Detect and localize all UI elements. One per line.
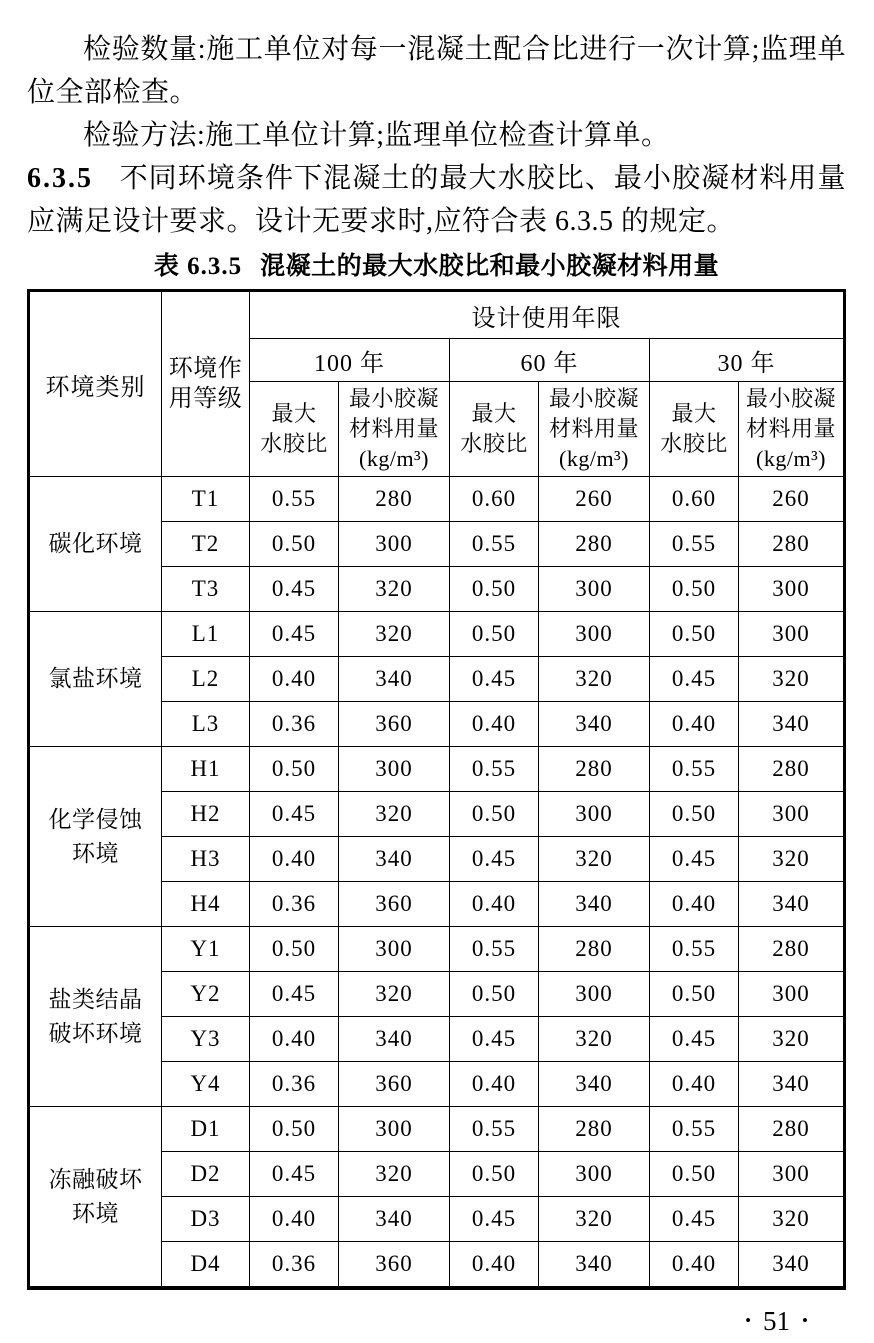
max-ratio-cell: 0.40: [650, 882, 739, 927]
header-min-binder-line1: 最小胶凝: [548, 386, 639, 411]
min-binder-cell: 280: [739, 1107, 845, 1152]
env-level-cell: D4: [162, 1242, 250, 1289]
env-category-line: 碳化环境: [48, 531, 143, 556]
header-year-100: 100 年: [250, 339, 450, 382]
min-binder-cell: 300: [539, 972, 650, 1017]
header-min-binder-line1: 最小胶凝: [348, 386, 439, 411]
max-ratio-cell: 0.40: [450, 1062, 539, 1107]
header-max-ratio-line1: 最大: [471, 401, 517, 426]
min-binder-cell: 300: [539, 567, 650, 612]
max-ratio-cell: 0.45: [250, 612, 339, 657]
env-category-cell: [29, 747, 162, 927]
env-level-cell: T1: [162, 477, 250, 522]
min-binder-cell: 300: [739, 612, 845, 657]
min-binder-cell: 320: [339, 612, 450, 657]
paragraph-inspection-quantity: 检验数量:施工单位对每一混凝土配合比进行一次计算;监理单位全部检查。: [27, 34, 846, 108]
env-level-cell: Y4: [162, 1062, 250, 1107]
min-binder-cell: 280: [339, 477, 450, 522]
max-ratio-cell: 0.45: [650, 837, 739, 882]
min-binder-cell: 280: [739, 927, 845, 972]
max-ratio-cell: 0.50: [450, 792, 539, 837]
min-binder-cell: 340: [539, 1062, 650, 1107]
min-binder-cell: 340: [539, 1242, 650, 1289]
table-row: [29, 612, 845, 657]
max-ratio-cell: 0.55: [650, 522, 739, 567]
min-binder-cell: 300: [539, 1152, 650, 1197]
max-ratio-cell: 0.45: [450, 1197, 539, 1242]
max-ratio-cell: 0.50: [650, 612, 739, 657]
min-binder-cell: 300: [539, 792, 650, 837]
max-ratio-cell: 0.40: [450, 882, 539, 927]
min-binder-cell: 320: [339, 972, 450, 1017]
max-ratio-cell: 0.50: [250, 927, 339, 972]
env-level-cell: L2: [162, 657, 250, 702]
table-row: [29, 747, 845, 792]
min-binder-cell: 340: [739, 882, 845, 927]
env-level-cell: D3: [162, 1197, 250, 1242]
env-category-line: 化学侵蚀: [48, 806, 143, 832]
max-ratio-cell: 0.45: [650, 1017, 739, 1062]
min-binder-cell: 300: [739, 567, 845, 612]
header-design-life: 设计使用年限: [250, 291, 845, 339]
header-env-level-line1: 环境作: [168, 356, 243, 382]
max-ratio-cell: 0.50: [650, 567, 739, 612]
max-ratio-cell: 0.55: [650, 1107, 739, 1152]
header-max-ratio-100: [250, 382, 339, 477]
max-ratio-cell: 0.50: [450, 972, 539, 1017]
env-level-cell: T3: [162, 567, 250, 612]
min-binder-cell: 340: [339, 837, 450, 882]
page-footer: [27, 1305, 846, 1337]
table-title-text: 混凝土的最大水胶比和最小胶凝材料用量: [260, 253, 720, 280]
max-ratio-cell: 0.36: [250, 1062, 339, 1107]
max-ratio-cell: 0.50: [450, 612, 539, 657]
min-binder-cell: 340: [339, 1017, 450, 1062]
max-ratio-cell: 0.50: [450, 567, 539, 612]
max-ratio-cell: 0.40: [250, 1017, 339, 1062]
max-ratio-cell: 0.40: [250, 837, 339, 882]
min-binder-cell: 300: [739, 792, 845, 837]
max-ratio-cell: 0.40: [450, 1242, 539, 1289]
env-category-cell: [29, 612, 162, 747]
max-ratio-cell: 0.50: [250, 747, 339, 792]
env-level-cell: Y3: [162, 1017, 250, 1062]
min-binder-cell: 320: [539, 837, 650, 882]
min-binder-cell: 340: [339, 1197, 450, 1242]
max-ratio-cell: 0.36: [250, 1242, 339, 1289]
min-binder-cell: 340: [339, 657, 450, 702]
min-binder-cell: 320: [739, 1197, 845, 1242]
min-binder-cell: 320: [739, 657, 845, 702]
max-ratio-cell: 0.45: [450, 1017, 539, 1062]
header-max-ratio-line2: 水胶比: [660, 431, 728, 456]
min-binder-cell: 340: [739, 1242, 845, 1289]
min-binder-cell: 280: [539, 522, 650, 567]
env-category-line: 氯盐环境: [48, 666, 143, 691]
min-binder-cell: 260: [739, 477, 845, 522]
table-title: [27, 252, 846, 282]
header-year-30: 30 年: [650, 339, 845, 382]
max-ratio-cell: 0.45: [250, 792, 339, 837]
header-max-ratio-60: [450, 382, 539, 477]
min-binder-cell: 300: [739, 1152, 845, 1197]
env-level-cell: D2: [162, 1152, 250, 1197]
min-binder-cell: 300: [339, 522, 450, 567]
env-category-line: 环境: [72, 840, 119, 866]
header-min-binder-unit: (kg/m³): [359, 446, 429, 471]
max-ratio-cell: 0.50: [250, 1107, 339, 1152]
env-category-cell: [29, 927, 162, 1107]
header-min-binder-line2: 材料用量: [746, 416, 837, 441]
max-ratio-cell: 0.40: [250, 657, 339, 702]
header-min-binder-60: [539, 382, 650, 477]
min-binder-cell: 320: [539, 657, 650, 702]
env-category-line: 环境: [72, 1200, 119, 1226]
max-ratio-cell: 0.50: [650, 792, 739, 837]
min-binder-cell: 360: [339, 1242, 450, 1289]
header-min-binder-unit: (kg/m³): [559, 446, 629, 471]
max-ratio-cell: 0.45: [250, 567, 339, 612]
max-ratio-cell: 0.55: [450, 1107, 539, 1152]
env-level-cell: H1: [162, 747, 250, 792]
max-ratio-cell: 0.55: [250, 477, 339, 522]
min-binder-cell: 300: [539, 612, 650, 657]
env-level-cell: H4: [162, 882, 250, 927]
env-level-cell: L1: [162, 612, 250, 657]
max-ratio-cell: 0.60: [450, 477, 539, 522]
header-min-binder-line1: 最小胶凝: [746, 386, 837, 411]
env-level-cell: D1: [162, 1107, 250, 1152]
header-max-ratio-line1: 最大: [671, 401, 717, 426]
max-ratio-cell: 0.50: [650, 1152, 739, 1197]
max-ratio-cell: 0.40: [650, 702, 739, 747]
max-ratio-cell: 0.45: [250, 1152, 339, 1197]
max-ratio-cell: 0.55: [450, 927, 539, 972]
min-binder-cell: 320: [339, 567, 450, 612]
env-category-line: 盐类结晶: [48, 986, 143, 1012]
min-binder-cell: 320: [339, 792, 450, 837]
min-binder-cell: 340: [739, 702, 845, 747]
env-category-line: 破坏环境: [48, 1020, 143, 1046]
min-binder-cell: 300: [739, 972, 845, 1017]
min-binder-cell: 320: [539, 1017, 650, 1062]
min-binder-cell: 320: [739, 1017, 845, 1062]
env-level-cell: L3: [162, 702, 250, 747]
env-level-cell: Y1: [162, 927, 250, 972]
min-binder-cell: 360: [339, 702, 450, 747]
min-binder-cell: 360: [339, 882, 450, 927]
header-env-level-line2: 用等级: [168, 386, 243, 412]
min-binder-cell: 280: [539, 927, 650, 972]
paragraph-clause-6-3-5: [27, 157, 846, 243]
footer-right-dot: •: [802, 1311, 808, 1330]
max-ratio-cell: 0.50: [650, 972, 739, 1017]
max-ratio-cell: 0.40: [250, 1197, 339, 1242]
min-binder-cell: 280: [539, 1107, 650, 1152]
max-ratio-cell: 0.45: [450, 657, 539, 702]
header-min-binder-line2: 材料用量: [548, 416, 639, 441]
env-category-line: 冻融破坏: [48, 1166, 143, 1192]
header-row-1: [29, 291, 845, 339]
min-binder-cell: 340: [539, 702, 650, 747]
max-ratio-cell: 0.45: [650, 1197, 739, 1242]
table-row: [29, 477, 845, 522]
min-binder-cell: 280: [739, 747, 845, 792]
max-ratio-cell: 0.50: [450, 1152, 539, 1197]
header-min-binder-100: [339, 382, 450, 477]
env-category-cell: [29, 1107, 162, 1289]
paragraph-inspection-method: 检验方法:施工单位计算;监理单位检查计算单。: [83, 120, 670, 151]
env-level-cell: H3: [162, 837, 250, 882]
max-ratio-cell: 0.60: [650, 477, 739, 522]
header-min-binder-30: [739, 382, 845, 477]
env-level-cell: Y2: [162, 972, 250, 1017]
table-row: [29, 1107, 845, 1152]
max-ratio-cell: 0.40: [650, 1062, 739, 1107]
clause-number: 6.3.5: [27, 163, 93, 194]
min-binder-cell: 300: [339, 1107, 450, 1152]
min-binder-cell: 340: [739, 1062, 845, 1107]
clause-text: 不同环境条件下混凝土的最大水胶比、最小胶凝材料用量应满足设计要求。设计无要求时,应符合表 6.3.5 的规定。: [27, 163, 846, 237]
max-ratio-cell: 0.55: [450, 747, 539, 792]
max-ratio-cell: 0.40: [650, 1242, 739, 1289]
max-ratio-cell: 0.50: [250, 522, 339, 567]
footer-left-dot: •: [745, 1311, 752, 1330]
env-level-cell: T2: [162, 522, 250, 567]
min-binder-cell: 340: [539, 882, 650, 927]
max-ratio-cell: 0.55: [650, 927, 739, 972]
max-ratio-cell: 0.55: [650, 747, 739, 792]
page-number: 51: [763, 1306, 791, 1336]
header-min-binder-line2: 材料用量: [348, 416, 439, 441]
min-binder-cell: 280: [739, 522, 845, 567]
table-header: [29, 291, 845, 477]
max-ratio-cell: 0.36: [250, 882, 339, 927]
header-max-ratio-line2: 水胶比: [260, 431, 328, 456]
max-ratio-cell: 0.45: [250, 972, 339, 1017]
header-env-level: [162, 291, 250, 477]
header-max-ratio-line2: 水胶比: [460, 431, 528, 456]
header-max-ratio-line1: 最大: [271, 401, 317, 426]
max-ratio-cell: 0.45: [650, 657, 739, 702]
table-row: [29, 927, 845, 972]
min-binder-cell: 280: [539, 747, 650, 792]
table-body: [29, 477, 845, 1289]
header-env-category: 环境类别: [29, 291, 162, 477]
min-binder-cell: 300: [339, 927, 450, 972]
header-min-binder-unit: (kg/m³): [756, 446, 826, 471]
max-ratio-cell: 0.45: [450, 837, 539, 882]
header-year-60: 60 年: [450, 339, 650, 382]
min-binder-cell: 320: [539, 1197, 650, 1242]
max-ratio-cell: 0.36: [250, 702, 339, 747]
min-binder-cell: 360: [339, 1062, 450, 1107]
table-6-3-5: [27, 289, 846, 1290]
env-category-cell: [29, 477, 162, 612]
min-binder-cell: 300: [339, 747, 450, 792]
env-level-cell: H2: [162, 792, 250, 837]
max-ratio-cell: 0.55: [450, 522, 539, 567]
header-max-ratio-30: [650, 382, 739, 477]
min-binder-cell: 320: [739, 837, 845, 882]
table-title-number: 表 6.3.5: [153, 253, 243, 280]
max-ratio-cell: 0.40: [450, 702, 539, 747]
min-binder-cell: 320: [339, 1152, 450, 1197]
min-binder-cell: 260: [539, 477, 650, 522]
